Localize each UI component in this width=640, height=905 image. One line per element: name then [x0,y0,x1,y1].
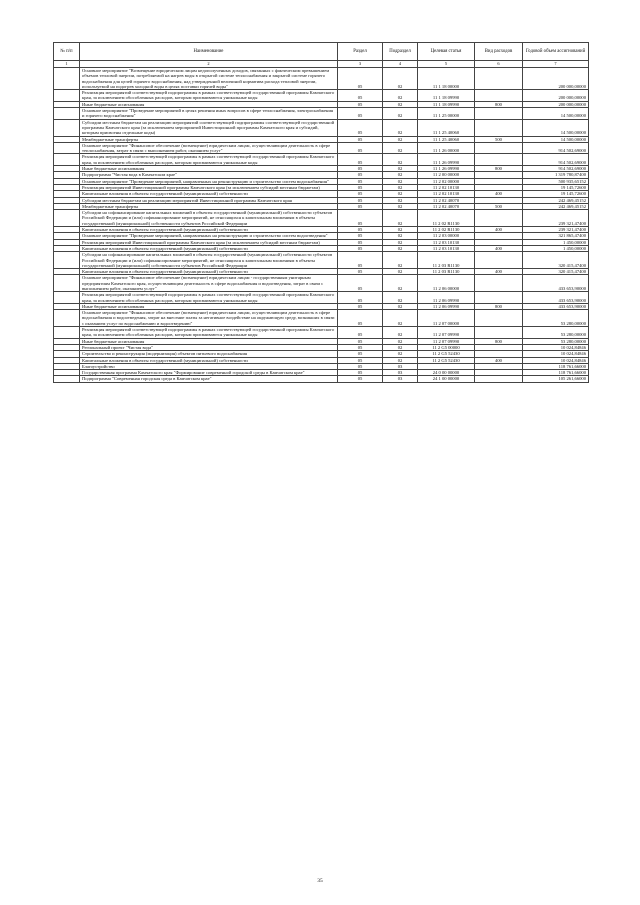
row-amount-cell: 433 653,90000 [523,292,589,304]
row-target-item-cell: 11 1 26 09990 [418,166,475,172]
row-section-cell: 05 [338,363,383,369]
row-name-cell: Благоустройство [80,363,338,369]
row-name-cell: Межбюджетные трансферты [80,203,338,209]
row-name-cell: Основное мероприятие "Финансовое обеспечение (возмещение) юридическим лицам - государственным унитарным предприятиям Камчатского края, осуществляющим деятельность в сфере водоснабжения и водоотведения, затрат в связи с выполнением работ, оказанием услуг" [80,275,338,292]
row-subsection-cell: 02 [383,178,418,184]
row-amount-cell: 500 935,65152 [523,178,589,184]
row-amount-cell: 1 450,00000 [523,239,589,245]
row-name-cell: Субсидии местным бюджетам на реализацию мероприятий соответствующей подпрограммы соответствующей государственной программы Камчатского края (за исключением мероприятий Инвестиционной программы Камчатского края и субсидий, которым присвоены отдельные коды) [80,119,338,136]
row-amount-cell: 914 502,69000 [523,154,589,166]
table-row [54,275,589,292]
row-amount-cell: 105 261,66000 [523,376,589,382]
row-expense-type-cell [475,142,523,154]
row-expense-type-cell: 800 [475,166,523,172]
row-amount-cell: 118 761,66000 [523,370,589,376]
row-section-cell: 05 [338,275,383,292]
row-target-item-cell: 11 2 06 09990 [418,292,475,304]
row-section-cell: 05 [338,227,383,233]
row-amount-cell: 1 450,00000 [523,245,589,251]
column-number: 3 [338,61,383,68]
row-name-cell: Субсидии местным бюджетам на реализацию мероприятий Инвестиционной программы Камчатского края [80,197,338,203]
row-section-cell: 05 [338,142,383,154]
row-subsection-cell: 02 [383,239,418,245]
table-row [54,252,589,269]
row-section-cell: 05 [338,101,383,107]
header-target-item: Целевая статья [418,43,475,61]
row-target-item-cell: 24 0 00 00000 [418,370,475,376]
row-amount-cell: 10 024,84846 [523,351,589,357]
row-subsection-cell: 02 [383,357,418,363]
row-amount-cell: 239 321,47400 [523,210,589,227]
row-expense-type-cell: 400 [475,269,523,275]
header-expense-type: Вид расходов [475,43,523,61]
row-target-item-cell: 11 2 02 10130 [418,184,475,190]
row-subsection-cell: 02 [383,68,418,90]
row-section-cell: 05 [338,172,383,178]
row-amount-cell: 14 500,00000 [523,108,589,120]
row-target-item-cell: 11 2 07 00000 [418,310,475,327]
row-expense-type-cell [475,154,523,166]
row-section-cell: 05 [338,203,383,209]
row-section-cell: 05 [338,136,383,142]
header-subsection: Подраздел [383,43,418,61]
table-row [54,292,589,304]
row-target-item-cell: 11 2 03 10130 [418,245,475,251]
row-subsection-cell: 02 [383,227,418,233]
row-subsection-cell: 02 [383,119,418,136]
row-amount-cell: 53 280,00000 [523,310,589,327]
row-section-cell: 05 [338,327,383,339]
row-expense-type-cell [475,108,523,120]
row-subsection-cell: 02 [383,166,418,172]
column-number: 7 [523,61,589,68]
table-header [54,43,589,68]
row-target-item-cell: 11 2 02 40070 [418,197,475,203]
row-subsection-cell: 02 [383,172,418,178]
row-number-cell [54,292,80,304]
row-subsection-cell: 02 [383,351,418,357]
row-name-cell: Капитальные вложения в объекты государственной (муниципальной) собственности [80,357,338,363]
row-name-cell: Капитальные вложения в объекты государственной (муниципальной) собственности [80,245,338,251]
row-subsection-cell: 02 [383,191,418,197]
row-section-cell: 05 [338,178,383,184]
row-amount-cell: 10 024,84846 [523,344,589,350]
row-subsection-cell: 02 [383,338,418,344]
row-name-cell: Капитальные вложения в объекты государственной (муниципальной) собственности [80,269,338,275]
row-target-item-cell: 11 1 25 40060 [418,136,475,142]
row-expense-type-cell: 400 [475,245,523,251]
header-annual-volume: Годовой объем ассигнований [523,43,589,61]
row-expense-type-cell: 400 [475,357,523,363]
header-number: № п/п [54,43,80,61]
column-number-row [54,61,589,68]
header-section: Раздел [338,43,383,61]
row-target-item-cell: 11 2 03 10130 [418,239,475,245]
row-number-cell [54,210,80,227]
column-number: 4 [383,61,418,68]
row-section-cell: 05 [338,344,383,350]
row-amount-cell: 321 865,47400 [523,233,589,239]
row-number-cell [54,68,80,90]
row-name-cell: Реализация мероприятий соответствующей подпрограммы в рамках соответствующей государственной программы Камчатского края, за исключением обособленных расходов, которым присваиваются уникальные коды [80,292,338,304]
row-subsection-cell: 03 [383,363,418,369]
table-row [54,327,589,339]
column-number: 5 [418,61,475,68]
table-row [54,154,589,166]
table-row [54,376,589,382]
row-name-cell: Основное мероприятие "Финансовое обеспечение (возмещение) юридическим лицам, осуществляющим деятельность в сфере водоснабжения и водоотведения, затрат на внесение платы за негативное воздействие на окружающую среду, возникших в связи с оказанием услуг по водоснабжению и водоотведению" [80,310,338,327]
row-expense-type-cell: 800 [475,303,523,309]
row-section-cell: 05 [338,292,383,304]
row-section-cell: 05 [338,90,383,102]
row-amount-cell: 1 319 780,87400 [523,172,589,178]
row-subsection-cell: 02 [383,142,418,154]
row-section-cell: 05 [338,357,383,363]
row-subsection-cell: 02 [383,184,418,190]
row-expense-type-cell [475,68,523,90]
row-amount-cell: 200 000,00000 [523,68,589,90]
row-amount-cell: 19 145,72600 [523,184,589,190]
row-expense-type-cell: 400 [475,227,523,233]
row-subsection-cell: 02 [383,292,418,304]
row-target-item-cell: 11 1 25 00000 [418,108,475,120]
row-section-cell: 05 [338,245,383,251]
row-section-cell: 05 [338,191,383,197]
row-name-cell: Реализация мероприятий соответствующей подпрограммы в рамках соответствующей государственной программы Камчатского края, за исключением обособленных расходов, которым присваиваются уникальные коды [80,327,338,339]
table-row [54,142,589,154]
row-name-cell: Капитальные вложения в объекты государственной (муниципальной) собственности [80,227,338,233]
row-subsection-cell: 02 [383,203,418,209]
header-row [54,43,589,61]
row-target-item-cell: 11 2 02 R1130 [418,227,475,233]
row-name-cell: Основное мероприятие "Проведение мероприятий, направленных на реконструкцию и строительство систем водоотведения" [80,233,338,239]
table-row [54,210,589,227]
row-expense-type-cell [475,119,523,136]
row-expense-type-cell: 400 [475,191,523,197]
row-subsection-cell: 02 [383,269,418,275]
row-name-cell: Субсидии на софинансирование капитальных вложений в объекты государственной (муниципальной) собственности субъектов Российской Федерации и (или) софинансирование мероприятий, не относящихся к капитальным вложениям в объекты государственной (муниципальной) собственности субъектов Российской Федерации [80,210,338,227]
row-name-cell: Реализация мероприятий соответствующей подпрограммы в рамках соответствующей государственной программы Камчатского края, за исключением обособленных расходов, которым присваиваются уникальные коды [80,90,338,102]
row-target-item-cell: 11 2 G5 52430 [418,357,475,363]
row-target-item-cell: 11 2 02 00000 [418,178,475,184]
row-target-item-cell: 11 2 03 00000 [418,233,475,239]
row-subsection-cell: 02 [383,108,418,120]
row-name-cell: Иные бюджетные ассигнования [80,101,338,107]
row-name-cell: Иные бюджетные ассигнования [80,338,338,344]
row-amount-cell: 14 500,00000 [523,136,589,142]
row-subsection-cell: 02 [383,197,418,203]
column-number: 6 [475,61,523,68]
row-subsection-cell: 02 [383,233,418,239]
row-target-item-cell: 11 2 G5 52430 [418,351,475,357]
row-section-cell: 05 [338,166,383,172]
row-name-cell: Реализация мероприятий соответствующей подпрограммы в рамках соответствующей государственной программы Камчатского края, за исключением обособленных расходов, которым присваиваются уникальные коды [80,154,338,166]
row-subsection-cell: 02 [383,101,418,107]
row-section-cell: 05 [338,68,383,90]
row-name-cell: Реализация мероприятий Инвестиционной программы Камчатского края (за исключением субсидий местным бюджетам) [80,239,338,245]
row-name-cell: Основное мероприятие "Проведение мероприятий, направленных на реконструкцию и строительство систем водоснабжения" [80,178,338,184]
row-name-cell: Подпрограмма "Чистая вода в Камчатском крае" [80,172,338,178]
row-amount-cell: 914 502,69000 [523,142,589,154]
row-amount-cell: 200 000,00000 [523,101,589,107]
row-number-cell [54,275,80,292]
row-name-cell: Государственная программа Камчатского края "Формирование современной городской среды в Камчатском крае" [80,370,338,376]
row-expense-type-cell: 800 [475,338,523,344]
table-row [54,310,589,327]
row-name-cell: Реализация мероприятий Инвестиционной программы Камчатского края (за исключением субсидий местным бюджетам) [80,184,338,190]
row-amount-cell: 239 321,47400 [523,227,589,233]
table-row [54,68,589,90]
row-subsection-cell: 02 [383,154,418,166]
row-name-cell: Основное мероприятие "Возмещение юридическим лицам недополученных доходов, связанных с фактическим превышением объемов тепловой энергии, потребляемой на нагрев воды в открытой системе теплоснабжения и закрытой системе горячего водоснабжения для целей горячего водоснабжения, над утвержденной величиной норматива расхода тепловой энергии, используемой на подогрев холодной воды в целях поставки горячей воды" [80,68,338,90]
row-number-cell [54,119,80,136]
row-section-cell: 05 [338,269,383,275]
row-name-cell: Субсидии на софинансирование капитальных вложений в объекты государственной (муниципальной) собственности субъектов Российской Федерации и (или) софинансирование мероприятий, не относящихся к капитальным вложениям в объекты государственной (муниципальной) собственности субъектов Российской Федерации [80,252,338,269]
row-amount-cell: 53 280,00000 [523,327,589,339]
row-section-cell: 05 [338,197,383,203]
row-section-cell: 05 [338,119,383,136]
table-body [54,68,589,383]
row-expense-type-cell [475,376,523,382]
row-section-cell: 05 [338,338,383,344]
row-subsection-cell: 03 [383,370,418,376]
column-number: 2 [80,61,338,68]
appropriations-table [53,42,589,383]
row-section-cell: 05 [338,233,383,239]
row-amount-cell: 10 024,84846 [523,357,589,363]
row-number-cell [54,310,80,327]
row-target-item-cell: 11 2 G5 00000 [418,344,475,350]
row-subsection-cell: 02 [383,210,418,227]
row-number-cell [54,376,80,382]
table-row [54,119,589,136]
page-number: 35 [317,878,323,884]
row-target-item-cell: 11 2 07 09990 [418,338,475,344]
row-target-item-cell: 11 2 02 R1130 [418,210,475,227]
row-amount-cell: 320 415,47400 [523,252,589,269]
row-subsection-cell: 02 [383,344,418,350]
row-section-cell: 05 [338,351,383,357]
row-expense-type-cell: 800 [475,101,523,107]
row-section-cell: 05 [338,154,383,166]
row-target-item-cell: 11 1 18 09990 [418,90,475,102]
row-subsection-cell: 02 [383,327,418,339]
row-name-cell: Подпрограмма "Современная городская среда в Камчатском крае" [80,376,338,382]
row-subsection-cell: 03 [383,376,418,382]
row-amount-cell: 19 145,72600 [523,191,589,197]
row-section-cell: 05 [338,184,383,190]
row-subsection-cell: 02 [383,303,418,309]
header-name: Наименование [80,43,338,61]
row-target-item-cell: 11 2 03 R1130 [418,269,475,275]
row-name-cell: Межбюджетные трансферты [80,136,338,142]
row-section-cell: 05 [338,239,383,245]
row-expense-type-cell [475,210,523,227]
row-amount-cell: 242 469,45152 [523,197,589,203]
column-number: 1 [54,61,80,68]
row-expense-type-cell [475,252,523,269]
row-name-cell: Капитальные вложения в объекты государственной (муниципальной) собственности [80,191,338,197]
row-expense-type-cell [475,275,523,292]
row-section-cell: 05 [338,252,383,269]
row-section-cell: 05 [338,108,383,120]
row-number-cell [54,90,80,102]
row-section-cell: 05 [338,310,383,327]
row-name-cell: Строительство и реконструкция (модернизация) объектов питьевого водоснабжения [80,351,338,357]
row-name-cell: Иные бюджетные ассигнования [80,166,338,172]
row-target-item-cell: 11 2 06 09990 [418,303,475,309]
row-section-cell: 05 [338,376,383,382]
row-name-cell: Основное мероприятие "Финансовое обеспечение (возмещение) юридическим лицам, осуществляющим деятельность в сфере теплоснабжения, затрат в связи с выполнением работ, оказанием услуг" [80,142,338,154]
row-name-cell: Иные бюджетные ассигнования [80,303,338,309]
row-amount-cell: 320 415,47400 [523,269,589,275]
row-subsection-cell: 02 [383,275,418,292]
row-number-cell [54,327,80,339]
row-name-cell: Основное мероприятие "Проведение мероприятий в целях решения иных вопросов в сфере теплоснабжения, электроснабжения и горячего водоснабжения" [80,108,338,120]
row-number-cell [54,154,80,166]
row-target-item-cell: 11 1 18 00000 [418,68,475,90]
row-amount-cell: 53 280,00000 [523,338,589,344]
row-expense-type-cell: 500 [475,136,523,142]
row-subsection-cell: 02 [383,252,418,269]
row-target-item-cell: 11 2 02 10130 [418,191,475,197]
row-subsection-cell: 02 [383,136,418,142]
row-number-cell [54,108,80,120]
row-target-item-cell: 11 2 06 00000 [418,275,475,292]
row-section-cell: 05 [338,210,383,227]
row-subsection-cell: 02 [383,245,418,251]
row-section-cell: 05 [338,303,383,309]
row-number-cell [54,142,80,154]
row-target-item-cell: 11 1 26 00000 [418,142,475,154]
row-expense-type-cell [475,310,523,327]
row-target-item-cell: 11 2 07 09990 [418,327,475,339]
row-expense-type-cell [475,292,523,304]
row-section-cell: 05 [338,370,383,376]
table-row [54,90,589,102]
row-amount-cell: 433 653,90000 [523,303,589,309]
row-target-item-cell: 11 1 18 09990 [418,101,475,107]
row-amount-cell: 914 502,69000 [523,166,589,172]
row-expense-type-cell [475,327,523,339]
row-target-item-cell: 11 1 26 09990 [418,154,475,166]
row-amount-cell: 118 761,66000 [523,363,589,369]
row-amount-cell: 200 000,00000 [523,90,589,102]
row-amount-cell: 433 653,90000 [523,275,589,292]
row-amount-cell: 14 500,00000 [523,119,589,136]
table-row [54,108,589,120]
row-target-item-cell: 11 2 02 40070 [418,203,475,209]
row-subsection-cell: 02 [383,90,418,102]
row-expense-type-cell [475,90,523,102]
row-target-item-cell: 11 2 00 00000 [418,172,475,178]
row-subsection-cell: 02 [383,310,418,327]
row-expense-type-cell: 500 [475,203,523,209]
row-target-item-cell: 11 2 03 R1130 [418,252,475,269]
row-name-cell: Региональный проект "Чистая вода" [80,344,338,350]
row-amount-cell: 242 469,45152 [523,203,589,209]
row-number-cell [54,252,80,269]
row-target-item-cell: 11 1 25 40060 [418,119,475,136]
row-target-item-cell: 24 1 00 00000 [418,376,475,382]
